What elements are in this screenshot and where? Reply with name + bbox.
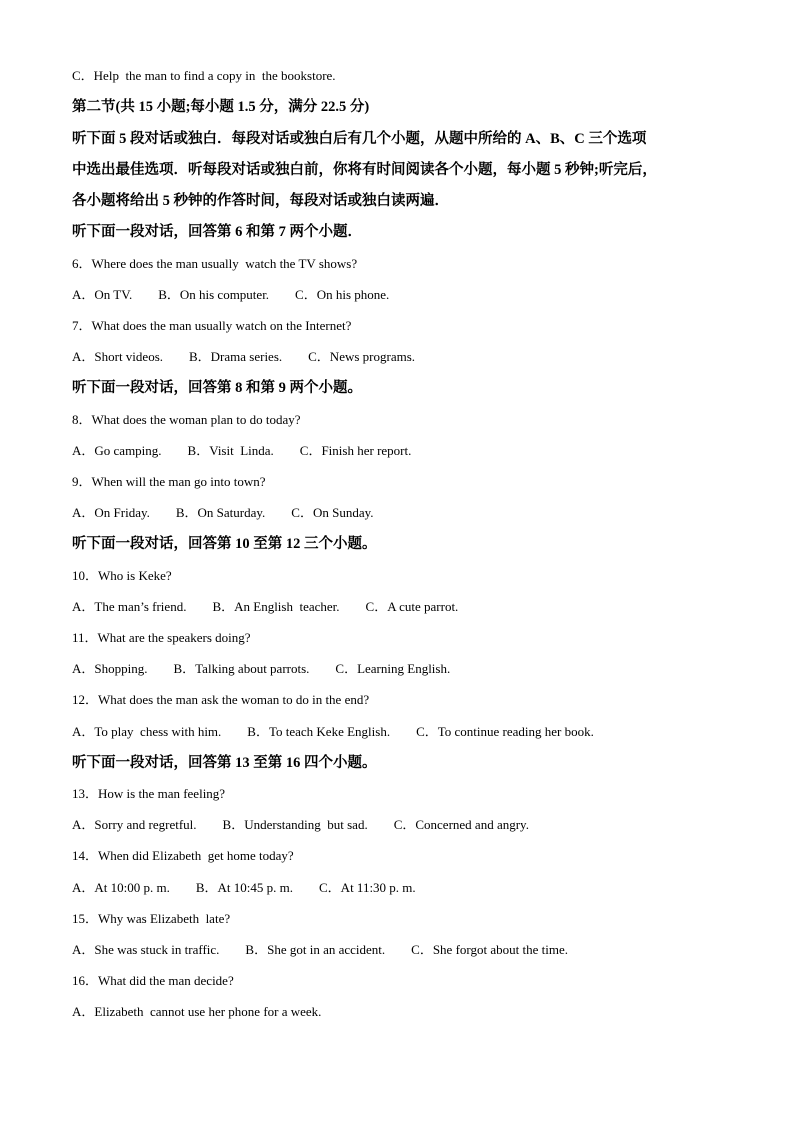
options-11: A．Shopping. B．Talking about parrots. C．Learning English. bbox=[72, 661, 451, 676]
question-7: 7．What does the man usually watch on the Internet? bbox=[72, 318, 352, 333]
question-13: 13．How is the man feeling? bbox=[72, 786, 226, 801]
dialogue-heading-10-12: 听下面一段对话，回答第 10 至第 12 三个小题。 bbox=[72, 536, 377, 552]
instruction-line-2: 中选出最佳选项．听每段对话或独白前，你将有时间阅读各个小题，每小题 5 秒钟;听完后， bbox=[72, 162, 657, 178]
options-10: A．The man’s friend. B．An English teacher. C．A cute parrot. bbox=[72, 599, 459, 614]
question-16: 16．What did the man decide? bbox=[72, 973, 234, 988]
options-7: A．Short videos. B．Drama series. C．News programs. bbox=[72, 349, 416, 364]
instruction-line-1: 听下面 5 段对话或独白．每段对话或独白后有几个小题，从题中所给的 A、B、C 三个选项 bbox=[72, 131, 647, 147]
options-14: A．At 10:00 p. m. B．At 10:45 p. m. C．At 11:30 p. m. bbox=[72, 880, 416, 895]
options-15: A．She was stuck in traffic. B．She got in an accident. C．She forgot about the time. bbox=[72, 942, 568, 957]
options-6: A．On TV. B．On his computer. C．On his phone. bbox=[72, 287, 390, 302]
section-heading: 第二节(共 15 小题;每小题 1.5 分，满分 22.5 分) bbox=[72, 99, 370, 115]
question-11: 11．What are the speakers doing? bbox=[72, 630, 251, 645]
instruction-line-3: 各小题将给出 5 秒钟的作答时间，每段对话或独白读两遍． bbox=[72, 193, 449, 209]
option-c-line: C．Help the man to find a copy in the bookstore. bbox=[72, 68, 336, 83]
options-12: A．To play chess with him. B．To teach Keke English. C．To continue reading her book. bbox=[72, 724, 594, 739]
question-6: 6．Where does the man usually watch the TV shows? bbox=[72, 256, 358, 271]
question-12: 12．What does the man ask the woman to do in the end? bbox=[72, 692, 370, 707]
dialogue-heading-6-7: 听下面一段对话，回答第 6 和第 7 两个小题． bbox=[72, 224, 362, 240]
question-10: 10．Who is Keke? bbox=[72, 568, 172, 583]
dialogue-heading-13-16: 听下面一段对话，回答第 13 至第 16 四个小题。 bbox=[72, 755, 377, 771]
question-14: 14．When did Elizabeth get home today? bbox=[72, 848, 294, 863]
options-9: A．On Friday. B．On Saturday. C．On Sunday. bbox=[72, 505, 374, 520]
dialogue-heading-8-9: 听下面一段对话，回答第 8 和第 9 两个小题。 bbox=[72, 380, 362, 396]
option-a-16: A．Elizabeth cannot use her phone for a week. bbox=[72, 1004, 322, 1019]
options-13: A．Sorry and regretful. B．Understanding but sad. C．Concerned and angry. bbox=[72, 817, 529, 832]
question-8: 8．What does the woman plan to do today? bbox=[72, 412, 301, 427]
options-8: A．Go camping. B．Visit Linda. C．Finish her report. bbox=[72, 443, 412, 458]
question-9: 9．When will the man go into town? bbox=[72, 474, 266, 489]
question-15: 15．Why was Elizabeth late? bbox=[72, 911, 231, 926]
